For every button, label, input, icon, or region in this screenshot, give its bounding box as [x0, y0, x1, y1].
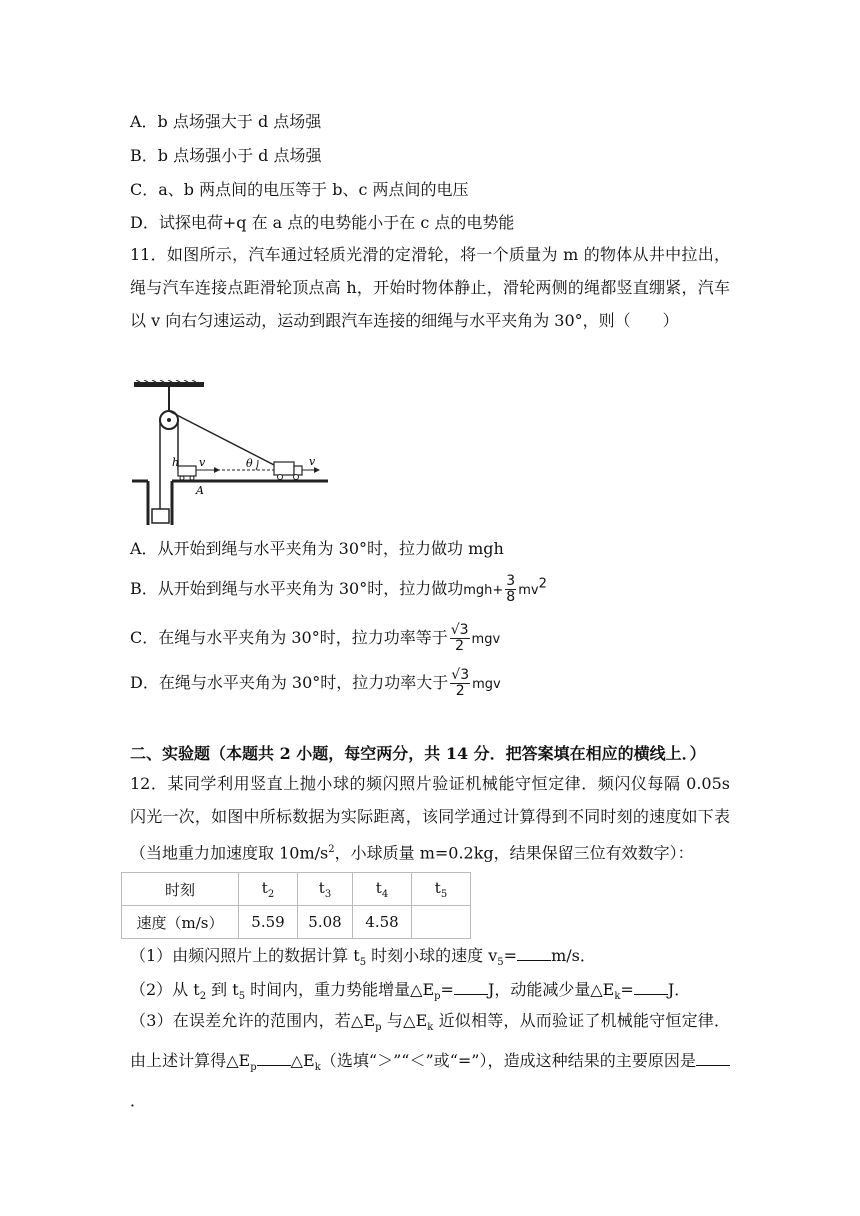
q11-option-d: D．在绳与水平夹角为 30°时，拉力功率大于 $\frac{√3}{2}$ mgv — [130, 667, 501, 699]
table-cell: 5.59 — [239, 906, 298, 939]
answer-blank[interactable] — [257, 1051, 291, 1066]
answer-blank[interactable] — [454, 980, 488, 995]
q11-option-b-expr-pre: mgh+ — [463, 583, 504, 598]
q10-option-c: C．a、b 两点间的电压等于 b、c 两点间的电压 — [130, 180, 469, 199]
figure-label-A: A — [196, 484, 204, 497]
answer-blank[interactable] — [696, 1051, 730, 1066]
table-header-t4: $t_4$ — [353, 873, 412, 906]
section-2-heading: 二、实验题（本题共 2 小题，每空两分，共 14 分．把答案填在相应的横线上．） — [130, 744, 706, 763]
q10-option-d: D．试探电荷+q 在 a 点的电势能小于在 c 点的电势能 — [130, 213, 515, 232]
q12-part-1: （1）由频闪照片上的数据计算 $t_5$ 时刻小球的速度 $v_5= m/s$． — [130, 946, 596, 969]
table-header-t3: $t_3$ — [298, 873, 353, 906]
q11-option-a: A．从开始到绳与水平夹角为 30°时，拉力做功 mgh — [130, 539, 504, 558]
figure-label-theta: θ — [246, 457, 253, 470]
table-cell: 4.58 — [353, 906, 412, 939]
q12-part-3: （3）在误差允许的范围内，若$\triangle E_p$ 与$\triangle E_k$ 近似相等，从而验证了机械能守恒定律．由上述计算得$\triangle E_p$ $\triangle E_k$（选填“＞”“＜”或“=”），造成这种结果的主要原因是． — [130, 1011, 730, 1111]
q12-stem: 12．某同学利用竖直上抛小球的频闪照片验证机械能守恒定律．频闪仪每隔 0.05s 闪光一次，如图中所标数据为实际距离，该同学通过计算得到不同时刻的速度如下表（当地重力加速度取 $10m/s^2$，小球质量 m=0.2kg，结果保留三位有效数字）： — [130, 774, 730, 863]
q11-option-d-fraction: $\frac{√3}{2}$ — [451, 667, 470, 699]
q11-option-b-fraction: $\frac{3}{8}$ — [506, 573, 516, 605]
q11-option-b-text: B．从开始到绳与水平夹角为 30°时，拉力做功 — [130, 579, 464, 598]
q11-option-b: B．从开始到绳与水平夹角为 30°时，拉力做功mgh+ $\frac{3}{8}$ $mv^2$ — [130, 573, 547, 605]
q11-option-c-fraction: $\frac{√3}{2}$ — [450, 622, 469, 654]
answer-blank[interactable] — [517, 946, 551, 961]
q12-part-2: （2）从 $t_2$ 到 $t_5$ 时间内，重力势能增量$\triangle E_p= J$，动能减少量$\triangle E_k= J$． — [130, 980, 691, 1003]
q12-speed-table — [121, 872, 471, 939]
answer-blank[interactable] — [634, 980, 668, 995]
figure-label-h: h — [172, 456, 180, 469]
figure-label-v2: v — [309, 455, 316, 468]
table-cell: 5.08 — [298, 906, 353, 939]
q11-option-c: C．在绳与水平夹角为 30°时，拉力功率等于 $\frac{√3}{2}$ mgv — [130, 622, 501, 654]
table-header-t2: $t_2$ — [239, 873, 298, 906]
table-row-label-speed: 速度（m/s） — [122, 906, 239, 939]
table-header-t5: $t_5$ — [412, 873, 471, 906]
q11-stem: 11．如图所示，汽车通过轻质光滑的定滑轮，将一个质量为 m 的物体从井中拉出，绳与汽车连接点距滑轮顶点高 h，开始时物体静止，滑轮两侧的绳都竖直绷紧，汽车以 v 向右匀速运动，运动到跟汽车连接的细绳与水平夹角为 30°，则（ ） — [130, 245, 730, 330]
table-row — [122, 906, 471, 939]
q10-option-b: B．b 点场强小于 d 点场强 — [130, 146, 322, 165]
q11-option-b-expr-post: mv — [518, 583, 539, 598]
table-cell — [412, 906, 471, 939]
q11-pulley-figure — [128, 380, 328, 525]
q10-option-a: A．b 点场强大于 d 点场强 — [130, 112, 322, 131]
table-header-time: 时刻 — [122, 873, 239, 906]
table-row — [122, 873, 471, 906]
figure-label-v1: v — [199, 456, 206, 469]
